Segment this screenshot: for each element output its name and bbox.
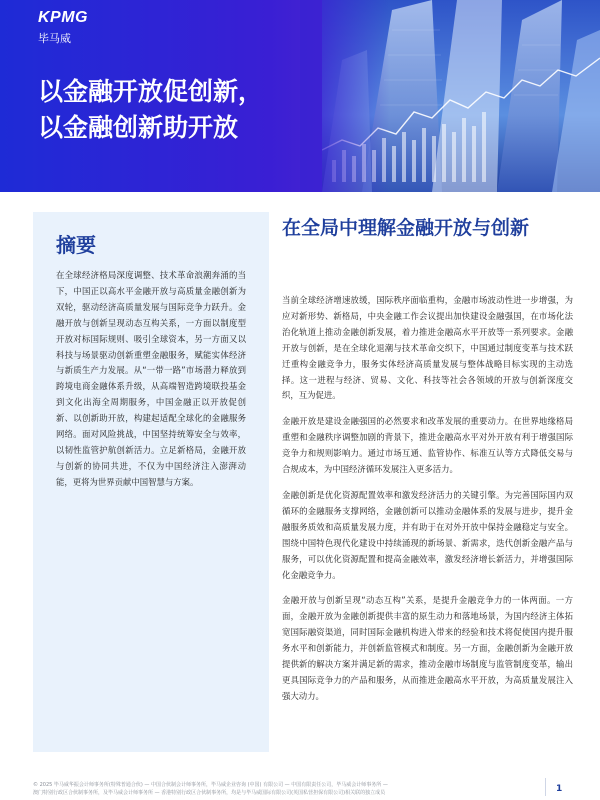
hero-banner — [0, 0, 600, 192]
title-line-1: 以金融开放促创新， — [38, 77, 264, 106]
section-title: 在全局中理解金融开放与创新 — [282, 217, 530, 239]
title-line-2: 以金融创新助开放 — [38, 113, 239, 142]
footer-line-2: 澳门特别行政区合伙制事务所，及毕马威会计师事务所 — 香港特别行政区合伙制事务所，均是与毕马威国际有限公司(英国私营担保有限公司)相关联的独立成员 — [33, 790, 386, 796]
kpmg-logo: KPMG — [38, 9, 88, 26]
abstract-text: 在全球经济格局深度调整、技术革命浪潮奔涌的当下，中国正以高水平金融开放与高质量金融创新为双轮，驱动经济高质量发展与国际竞争力跃升。金融开放与创新呈现动态互构关系，一方面以制度型开放对标国际规则、吸引全球资本，另一方面又以科技与场景驱动创新重塑金融服务，赋能实体经济与新质生产力发展。从“一带一路”市场潜力释放到跨境电商金融体系升级，从高端智造跨境联投基金到文化出海全周期服务，中国金融正以开放促创新、以创新助开放，构建起适配全球化的金融服务网络。面对风险挑战，中国坚持统筹安全与效率，以韧性监管护航创新活力。立足新格局，金融开放与创新的协同共进，不仅为中国经济注入澎湃动能，更将为世界贡献中国智慧与方案。 — [56, 270, 246, 487]
section-body — [282, 293, 573, 715]
page-title — [38, 74, 328, 146]
page-number: 1 — [556, 784, 563, 794]
footer-legal — [33, 781, 533, 797]
abstract-box — [33, 212, 269, 752]
paragraph-4: 金融开放与创新呈现“动态互构”关系，是提升金融竞争力的一体两面。一方面，金融开放为金融创新提供丰富的原生动力和落地场景，为国内经济主体拓宽国际融资渠道，同时国际金融机构进入带来的经验和技术将促使国内提升服务水平和创新能力，并创新监管模式和制度。另一方面，金融创新为金融开放提供新的解决方案并满足新的需求，推动金融市场制度与监管制度变革，输出更具国际竞争力的产品和服务，从而推进金融高水平开放，为高质量发展注入强大动力。 — [282, 595, 573, 701]
paragraph-1: 当前全球经济增速放缓，国际秩序面临重构，金融市场波动性进一步增强，为应对新形势、新格局，中央金融工作会议提出加快建设金融强国，在市场化法治化轨道上推动金融创新发展，着力推进金融高水平开放等一系列要求。金融开放与创新，是在全球化退潮与技术革命交织下，中国通过制度变革与技术跃迁重构金融竞争力，服务实体经济高质量发展与整体战略目标实现的主动选择。这一进程与经济、贸易、文化、科技等社会各领域的开放与创新深度交织，互为促进。 — [282, 295, 573, 401]
kpmg-logo-chinese: 毕马威 — [38, 32, 71, 45]
paragraph-2: 金融开放是建设金融强国的必然要求和改革发展的重要动力。在世界地缘格局重塑和金融秩序调整加剧的背景下，推进金融高水平对外开放有利于增强国际竞争力和规则影响力。通过市场互通、监管协作、标准互认等方式降低交易与合规成本，为中国经济循环发展注入更多活力。 — [282, 416, 573, 475]
paragraph-3: 金融创新是优化资源配置效率和激发经济活力的关键引擎。为完善国际国内双循环的金融服务支撑网络，金融创新可以推动金融体系的发展与进步，提升金融服务质效和高质量发展力度，并有助于在对外开放中保持金融稳定与安全。围绕中国特色现代化建设中持续涌现的新场景、新需求，迭代创新金融产品与服务，可以优化资源配置和提高金融效率，激发经济增长新活力，并增强国际化金融竞争力。 — [282, 489, 573, 580]
footer-divider — [545, 778, 546, 796]
abstract-heading: 摘要 — [56, 233, 96, 257]
footer-line-1: © 2025 毕马威华振会计师事务所(特殊普通合伙) — 中国合伙制会计师事务所，毕马威企业咨询 (中国) 有限公司 — 中国有限责任公司，毕马威会计师事务所 — — [33, 782, 388, 788]
